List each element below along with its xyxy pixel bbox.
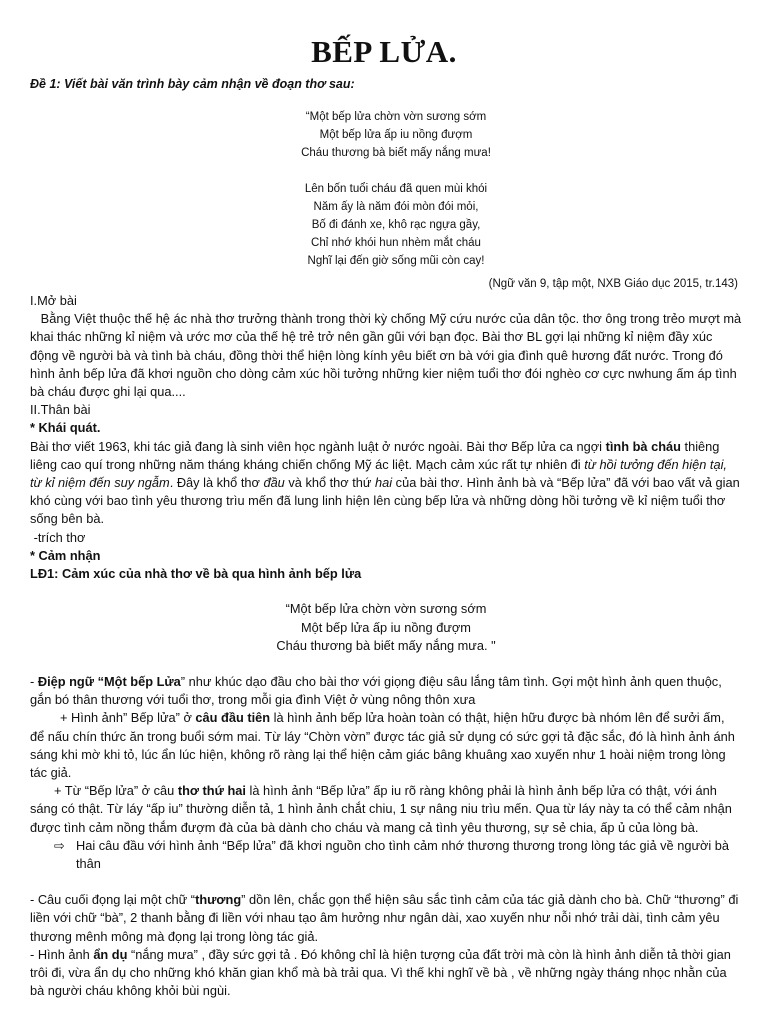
essay-body (30, 292, 742, 1000)
analysis-paragraph: - Câu cuối đọng lại một chữ “thương” dồn lên, chắc gọn thể hiện sâu sắc tình cảm của tác giả dành cho bà. Chữ “thương” đi liền với chữ “bà”, 2 thanh bằng đi liền với nhau tạo âm hưởng như ngân dài, xao xuyến như nỗi nhớ trải dài, tình cảm yêu thương mênh mông mà đọng lại trong lòng tác giả. (30, 892, 739, 944)
poem-line: Cháu thương bà biết mấy nắng mưa! (301, 147, 491, 159)
poem-line: Chỉ nhớ khói hun nhèm mắt cháu (311, 237, 481, 249)
poem-line: Bố đi đánh xe, khô rạc ngựa gầy, (311, 219, 481, 231)
intro-paragraph: Bằng Việt thuộc thế hệ ác nhà thơ trưởng thành trong thời kỳ chống Mỹ cứu nước của dân tộc. thơ ông trong trẻo mượt mà khai thác những kỉ niệm và ước mơ của thế hệ trẻ trở nên gần gũi với bạn đọc. Bài thơ BL gợi lại những kỉ niệm đầy xúc động về người bà và tình bà cháu, đồng thời thể hiện lòng kính yêu biết ơn bà với gia đình quê hương đất nước. Trong đó hình ảnh bếp lửa đã khơi nguồn cho dòng cảm xúc hồi tưởng những kier niệm tuổi thơ đói nghèo cơ cực nwhung ấm áp tình bà cháu được ghi lại qua.... (30, 311, 742, 400)
analysis-paragraph: - Hình ảnh ẩn dụ “nắng mưa” , đầy sức gợi tả . Đó không chỉ là hiện tượng của đất trời mà còn là hình ảnh diễn tả thời gian trôi đi, vừa ẩn dụ cho những khó khăn gian khổ mà bà trải qua. Vì thế khi nghĩ về bà , về những ngày tháng nhọc nhằn của bà người cháu không khỏi bùi ngùi. (30, 946, 731, 999)
overview-heading: * Khái quát. (30, 420, 101, 436)
paragraph-gap (30, 873, 742, 891)
poem-stanza-1 (24, 108, 768, 270)
poem-line: Cháu thương bà biết mấy nắng mưa. " (276, 638, 496, 654)
poem-line: Lên bốn tuổi cháu đã quen mùi khói (304, 183, 488, 195)
poem-line: “Một bếp lửa chờn vờn sương sớm (285, 601, 487, 617)
conclusion-bullet: ⇨ Hai câu đầu với hình ảnh “Bếp lửa” đã khơi nguồn cho tình cảm nhớ thương thương trong lòng tác giả về người bà thân (54, 837, 730, 872)
ld1-heading: LĐ1: Cảm xúc của nhà thơ về bà qua hình ảnh bếp lửa (30, 566, 362, 582)
topic-prompt: Đề 1: Viết bài văn trình bày cảm nhận về đoạn thơ sau: (30, 77, 355, 91)
feel-heading: * Cảm nhận (30, 547, 101, 563)
page-title: BẾP LỬA. (311, 34, 457, 69)
intro-heading: I.Mở bài (30, 293, 77, 308)
poem-line: “Một bếp lửa chờn vờn sương sớm (305, 111, 487, 123)
body-heading: II.Thân bài (30, 402, 91, 418)
analysis-paragraph: - Điệp ngữ “Một bếp Lửa” như khúc dạo đầu cho bài thơ với giọng điệu sâu lắng tâm tình. Gợi một hình ảnh quen thuộc, gắn bó thân thương với tuổi thơ, trong mỗi gia đình Việt ở vùng nông thôn xưa (30, 674, 722, 708)
analysis-paragraph: + Hình ảnh” Bếp lửa” ở câu đầu tiên là hình ảnh bếp lửa hoàn toàn có thật, hiện hữu được bà nhóm lên để sưởi ấm, để nấu chín thức ăn trong buổi sớm mai. Từ láy “Chờn vờn” được tác giả sử dụng có sức gợi tả đặc sắc, đó là hình ảnh ánh sáng khi mờ khi tỏ, lúc ẩn lúc hiện, không rõ ràng lại thể hiện cảm giác bâng khuâng xao xuyến như 1 hoài niệm trong lòng tác giả. (30, 710, 735, 781)
right-arrow-icon: ⇨ (54, 837, 65, 853)
source-citation: (Ngữ văn 9, tập một, NXB Giáo dục 2015, tr.143) (488, 278, 738, 290)
poem-line: Một bếp lửa ấp iu nồng đượm (301, 619, 471, 635)
stanza-gap (24, 162, 768, 180)
quote-note: -trích thơ (33, 529, 86, 545)
poem-line: Một bếp lửa ấp iu nồng đượm (319, 129, 473, 141)
poem-line: Nghĩ lại đến giờ sống mũi còn cay! (307, 255, 485, 267)
poem-quote (30, 600, 742, 656)
analysis-paragraph: + Từ “Bếp lửa” ở câu thơ thứ hai là hình ảnh “Bếp lửa” ấp iu rõ ràng không phải là hình ảnh bếp lửa có thật, với ánh sáng có thật. Từ láy “ấp iu” thường diễn tả, 1 hình ảnh chắt chiu, 1 sự nâng niu trìu mến. Qua từ láy này ta có thể cảm nhận được tình cảm nồng thắm đượm đà của bà dành cho cháu và mang cả tình yêu thương, sự sẻ chia, ấp ủ của lòng bà. (30, 783, 732, 835)
overview-paragraph: Bài thơ viết 1963, khi tác giả đang là sinh viên học ngành luật ở nước ngoài. Bài thơ Bếp lửa ca ngợi tình bà cháu thiêng liêng cao quí trong những năm tháng kháng chiến chống Mỹ ác liệt. Mạch cảm xúc rất tự nhiên đi từ hồi tưởng đến hiện tại, từ kỉ niệm đến suy ngẫm. Đây là khổ thơ đầu và khổ thơ thứ hai của bài thơ. Hình ảnh bà và “Bếp lửa” đã với bao vất vả gian khó cùng với bao tình yêu thương trìu mến đã lung linh hiện lên cùng bếp lửa và những dòng hồi tưởng về kỉ niệm tuổi thơ sống bên bà. (30, 438, 740, 527)
poem-line: Năm ấy là năm đói mòn đói mỏi, (313, 201, 479, 213)
